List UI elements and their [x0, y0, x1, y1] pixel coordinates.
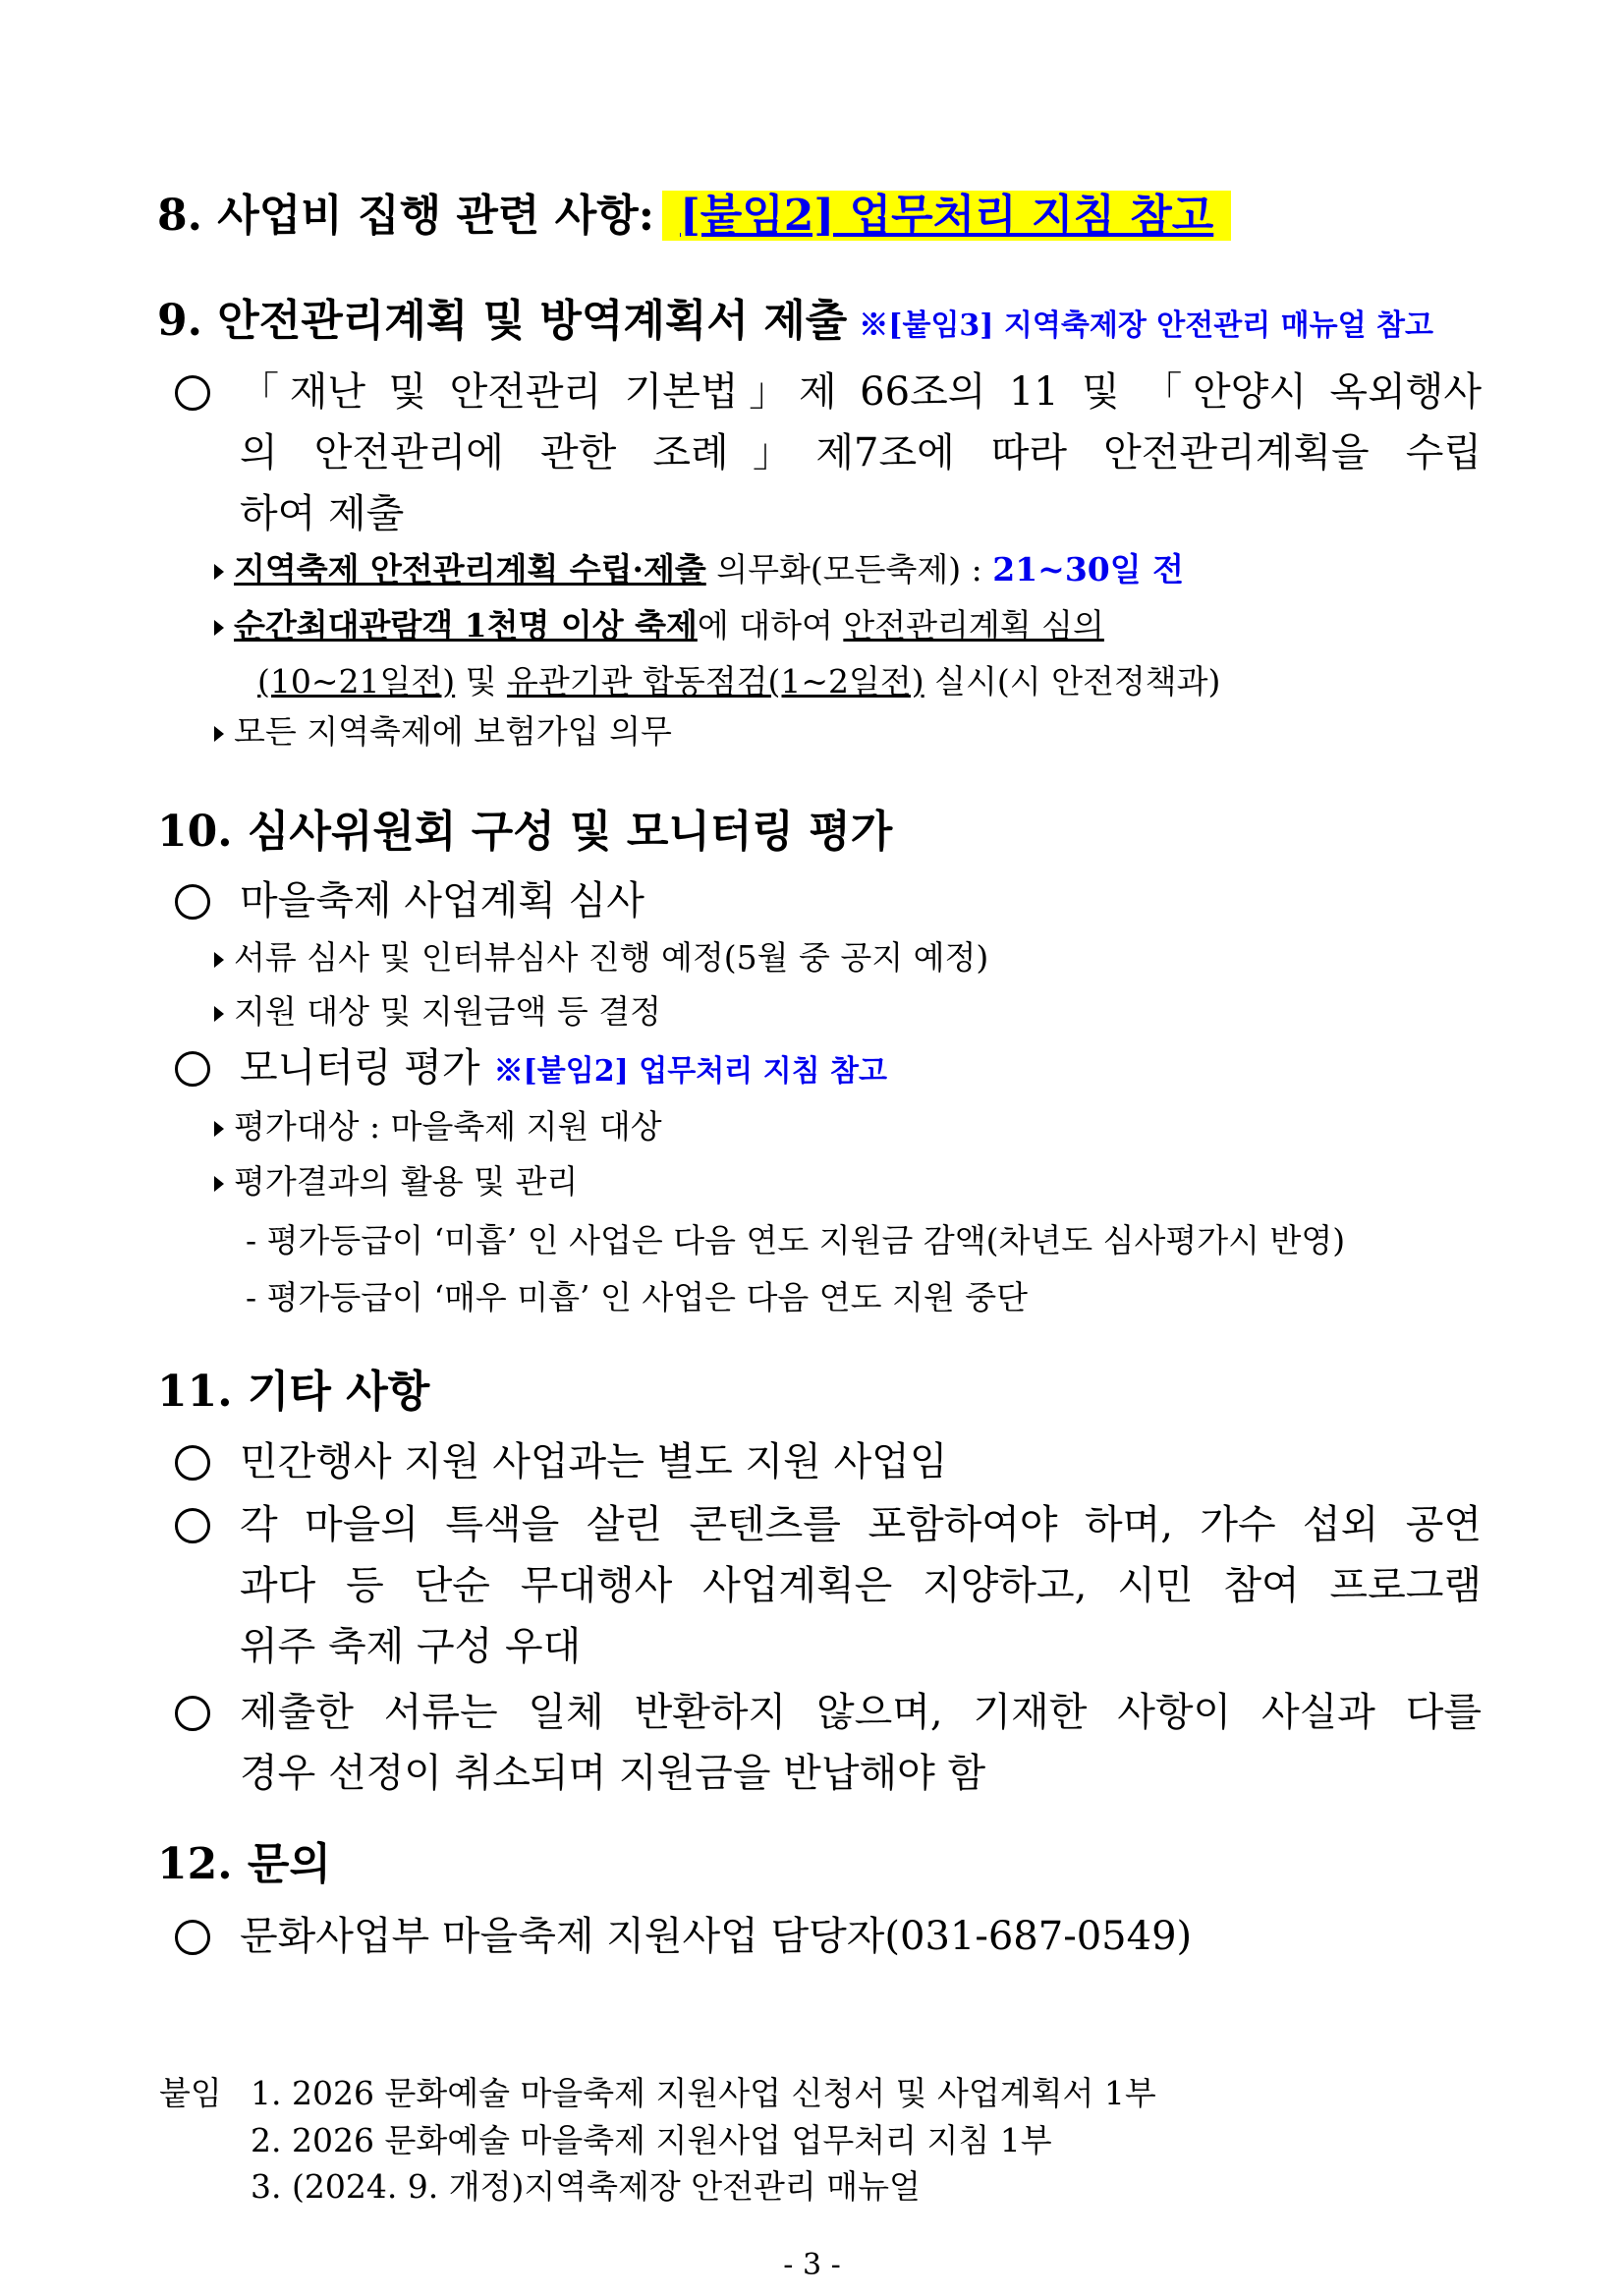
section-10-item-2-bullet-1: [214, 1107, 662, 1147]
triangle-bullet-icon: [214, 1006, 224, 1022]
circle-bullet-icon: [175, 375, 210, 411]
triangle-bullet-icon: [214, 1176, 224, 1192]
section-10-dash-2: - 평가등급이 ‘매우 미흡’ 인 사업은 다음 연도 지원 중단: [246, 1278, 1028, 1316]
section-10-item-1-text: 마을축제 사업계획 심사: [240, 878, 644, 924]
bullet-2-underlined-3: 유관기관 합동점검(1~2일전): [507, 662, 924, 700]
triangle-bullet-icon: [214, 952, 224, 968]
circle-bullet-icon: [175, 1696, 210, 1731]
bullet-2-underlined-1: 안전관리계획 심의: [843, 606, 1104, 644]
section-10-item-2-text: [175, 1037, 1482, 1102]
triangle-bullet-icon: [214, 726, 224, 742]
bullet-text: 지원 대상 및 지원금액 등 결정: [234, 992, 661, 1031]
section-8-reference-highlight: [붙임2] 업무처리 지침 참고: [662, 191, 1231, 241]
item-2-label: 모니터링 평가: [240, 1045, 480, 1091]
section-10-item-1-bullet-2: [214, 992, 661, 1032]
bullet-1-text: 의무화(모든축제) :: [705, 550, 993, 588]
circle-bullet-icon: [175, 884, 210, 920]
item-3-line-2: 경우 선정이 취소되며 지원금을 반납해야 함: [240, 1751, 986, 1796]
section-9-item-line-1: 「재난 및 안전관리 기본법」제 66조의 11 및 「안양시 옥외행사: [240, 369, 1482, 415]
bullet-text: 평가결과의 활용 및 관리: [234, 1162, 579, 1201]
section-11-item-2-text: [175, 1494, 1482, 1677]
section-11-item-1: [175, 1431, 1482, 1492]
section-11-item-2: [175, 1494, 1482, 1677]
triangle-bullet-icon: [214, 620, 224, 636]
bullet-1-bold: 지역축제 안전관리계획 수립·제출: [234, 550, 706, 588]
circle-bullet-icon: [175, 1920, 210, 1955]
section-8-heading: [157, 192, 1231, 242]
section-9-title: 9. 안전관리계획 및 방역계획서 제출: [157, 296, 848, 346]
page-number: - 3 -: [783, 2248, 841, 2282]
triangle-bullet-icon: [214, 564, 224, 580]
section-11-heading: 11. 기타 사항: [157, 1367, 430, 1417]
attachment-3: 3. (2024. 9. 개정)지역축제장 안전관리 매뉴얼: [251, 2167, 921, 2206]
section-9-item-line-3: 하여 제출: [240, 491, 405, 536]
attachment-2: 2. 2026 문화예술 마을축제 지원사업 업무처리 지침 1부: [251, 2121, 1052, 2159]
bullet-2-underlined-2: (10~21일전): [257, 662, 456, 700]
section-9-item-line-2: 의 안전관리에 관한 조례」제7조에 따라 안전관리계획을 수립: [240, 430, 1482, 476]
contact-text: 문화사업부 마을축제 지원사업 담당자(031-687-0549): [240, 1914, 1193, 1959]
bullet-text: 평가대상 : 마을축제 지원 대상: [234, 1107, 662, 1146]
section-12-heading: 12. 문의: [157, 1839, 331, 1889]
section-10-item-1-bullet-1: [214, 938, 988, 978]
bullet-3-text: 모든 지역축제에 보험가입 의무: [234, 712, 672, 751]
bullet-2-tail: 실시(시 안전정책과): [924, 662, 1221, 700]
attachment-1: 1. 2026 문화예술 마을축제 지원사업 신청서 및 사업계획서 1부: [251, 2074, 1156, 2112]
bullet-2-text: 에 대하여: [697, 606, 844, 644]
section-9-bullet-1: [214, 550, 1184, 589]
section-9-item: [175, 362, 1482, 544]
item-2-line-3: 위주 축제 구성 우대: [240, 1624, 582, 1669]
section-10-item-2-bullet-2: [214, 1162, 578, 1202]
circle-bullet-icon: [175, 1051, 210, 1087]
attachments-label: 붙임: [159, 2074, 222, 2112]
section-9-heading: [157, 297, 1433, 347]
item-2-line-2: 과다 등 단순 무대행사 사업계획은 지양하고, 시민 참여 프로그램: [240, 1563, 1482, 1608]
bullet-2-conj: 및: [455, 662, 507, 700]
circle-bullet-icon: [175, 1508, 210, 1543]
bullet-1-deadline: 21~30일 전: [992, 550, 1184, 588]
section-10-heading: 10. 심사위원회 구성 및 모니터링 평가: [157, 807, 893, 857]
section-10-dash-1: - 평가등급이 ‘미흡’ 인 사업은 다음 연도 지원금 감액(차년도 심사평가시 반영): [246, 1221, 1346, 1260]
section-11-item-3: [175, 1682, 1482, 1804]
item-3-line-1: 제출한 서류는 일체 반환하지 않으며, 기재한 사항이 사실과 다를: [240, 1690, 1482, 1735]
triangle-bullet-icon: [214, 1121, 224, 1137]
section-10-item-1: [175, 870, 1482, 931]
section-11-item-3-text: [175, 1682, 1482, 1804]
section-12-item-1: [175, 1906, 1482, 1967]
section-9-item-text: [175, 362, 1482, 544]
section-9-bullet-3: [214, 712, 672, 752]
section-9-reference: ※[붙임3] 지역축제장 안전관리 매뉴얼 참고: [859, 308, 1433, 343]
section-9-bullet-2: [214, 606, 1104, 645]
circle-bullet-icon: [175, 1445, 210, 1481]
item-2-line-1: 각 마을의 특색을 살린 콘텐츠를 포함하여야 하며, 가수 섭외 공연: [240, 1502, 1482, 1547]
bullet-2-bold: 순간최대관람객 1천명 이상 축제: [234, 606, 698, 644]
section-11-item-1-text: 민간행사 지원 사업과는 별도 지원 사업임: [240, 1439, 948, 1484]
section-8-title: 8. 사업비 집행 관련 사항:: [157, 191, 654, 241]
bullet-text: 서류 심사 및 인터뷰심사 진행 예정(5월 중 공지 예정): [234, 938, 989, 977]
section-10-item-2: [175, 1037, 1482, 1102]
item-2-reference: ※[붙임2] 업무처리 지침 참고: [493, 1054, 887, 1089]
section-9-bullet-2-continuation: [257, 656, 1220, 702]
